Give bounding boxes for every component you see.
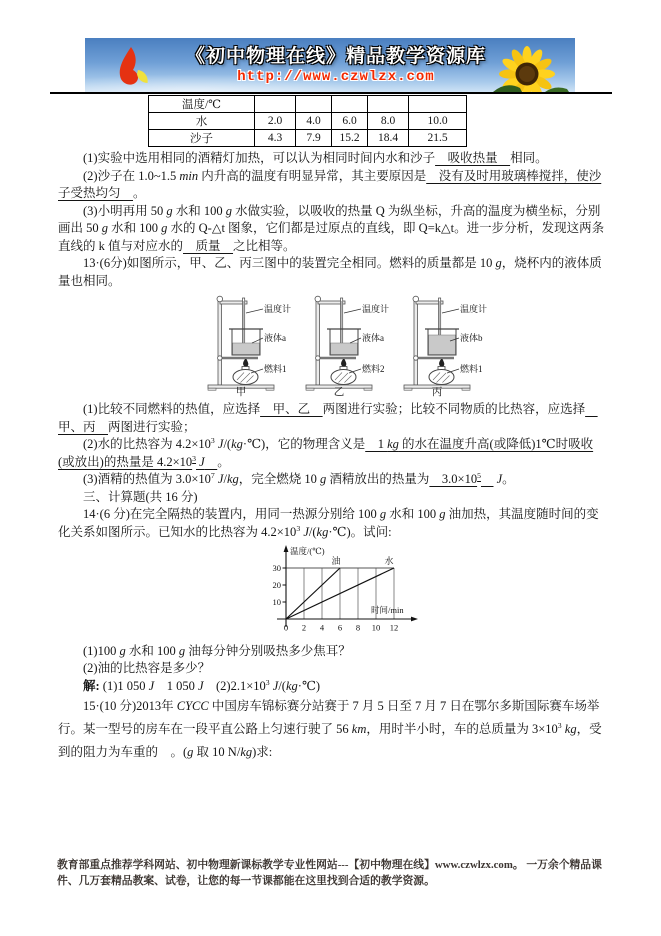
question-14-part2: (2)油的比热容是多少？ (83, 661, 211, 675)
table-cell (255, 96, 296, 113)
caption-label: 甲 (235, 387, 247, 397)
worksheet-body (58, 150, 606, 764)
table-cell: 15.2 (332, 130, 368, 147)
liquid-label: 液体b (460, 333, 483, 343)
table-cell (296, 96, 332, 113)
table-row (149, 96, 467, 113)
table-row (149, 130, 467, 147)
table-cell: 水 (149, 113, 255, 130)
fuel-label: 燃料2 (362, 364, 385, 374)
table-cell: 4.0 (296, 113, 332, 130)
apparatus-diagrams (206, 293, 494, 397)
question-12-part1: (1)实验中选用相同的酒精灯加热，可以认为相同时间内水和沙子 吸收热量 相同。 (83, 151, 548, 165)
liquid-label: 液体a (264, 333, 286, 343)
question-14-stem: 14·(6 分)在完全隔热的装置内，用同一热源分别给 100 g 水和 100 g 油加热，其温度随时间的变化关系如图所示。已知水的比热容为 $4.2\times 10^3$ J/(kg·℃)。试问: (58, 507, 599, 539)
table-cell (368, 96, 409, 113)
table-row (149, 113, 467, 130)
fuel-label: 燃料1 (460, 364, 483, 374)
question-13-part2: (2)水的比热容为 $4.2\times 10^3$ J/(kg·℃)，它的物理含义是 1 kg 的水在温度升高(或降低)1℃时吸收(或放出)的热量是 $4.2\times 10^3$ J 。 (58, 435, 594, 469)
oil-series-label: 油 (331, 556, 341, 566)
apparatus-jia-diagram (206, 293, 298, 397)
table-cell: 7.9 (296, 130, 332, 147)
banner-title: 《初中物理在线》精品教学资源库 (185, 46, 486, 67)
thermometer-label: 温度计 (362, 304, 390, 314)
water-series-label: 水 (384, 556, 394, 566)
x-tick-label: 2 (301, 622, 307, 633)
fuel-label: 燃料1 (264, 364, 287, 374)
logo-flame-icon (111, 45, 151, 87)
x-axis-label: 时间/min (371, 605, 404, 615)
table-cell: 10.0 (409, 113, 467, 130)
section-3-heading: 三、计算题(共 16 分) (83, 489, 198, 504)
banner-url: http://www.czwlzx.com (237, 69, 435, 85)
x-tick-label: 10 (371, 622, 381, 633)
y-tick-label: 10 (272, 597, 281, 607)
line-chart (256, 543, 442, 637)
y-axis-label: 温度/(℃) (290, 546, 325, 556)
temperature-table (148, 95, 467, 147)
question-13-part3: (3)酒精的热值为 $3.0\times 10^7$ J/kg，完全燃烧 10 g 酒精放出的热量为 $3.0\times 10^5$ J。 (83, 470, 515, 486)
question-14-part1: (1)100 g 水和 100 g 油每分钟分别吸热多少焦耳？ (83, 643, 351, 658)
y-tick-label: 20 (272, 580, 281, 590)
table-cell: 沙子 (149, 130, 255, 147)
apparatus-yi-diagram (304, 293, 396, 397)
liquid-label: 液体a (362, 333, 384, 343)
table-cell (409, 96, 467, 113)
table-cell: 8.0 (368, 113, 409, 130)
apparatus-bing-diagram (402, 293, 494, 397)
footer-promo-text: 教育部重点推荐学科网站、初中物理新课标教学专业性网站---【初中物理在线】www.czwlzx.com。 一万余个精品课件、几万套精品教案、试卷，让您的每一节课都能在这里找到合适的教学资源。 (57, 859, 602, 887)
table-cell: 4.3 (255, 130, 296, 147)
caption-label: 丙 (431, 387, 443, 397)
table-cell: 2.0 (255, 113, 296, 130)
oil-series-line (286, 568, 340, 619)
question-12-part2: (2)沙子在 1.0~1.5 min 内升高的温度有明显异常，其主要原因是 没有及时用玻璃棒搅拌，使沙子受热均匀 。 (58, 168, 602, 200)
thermometer-label: 温度计 (460, 304, 488, 314)
table-cell (332, 96, 368, 113)
x-tick-label: 8 (355, 622, 361, 633)
question-12-part3: (3)小明再用 50 g 水和 100 g 水做实验，以吸收的热量 Q 为纵坐标，升高的温度为横坐标，分别画出 50 g 水和 100 g 水的 Q-△t 图象，它们都是过原点的直线，即 Q=k△t。进一步分析，发现这两条直线的 k 值与对应水的 质量 之比相等。 (58, 203, 605, 253)
x-tick-label: 12 (389, 622, 399, 633)
header-divider (50, 92, 612, 94)
table-cell: 21.5 (409, 130, 467, 147)
y-tick-label: 30 (272, 563, 281, 573)
temperature-time-graph (256, 543, 606, 643)
x-tick-label: 0 (283, 622, 289, 633)
question-13-part1: (1)比较不同燃料的热值，应选择 甲、乙 两图进行实验；比较不同物质的比热容，应选择 甲、丙 两图进行实验； (58, 402, 598, 434)
banner-text (181, 41, 491, 85)
question-13-stem: 13·(6分)如图所示，甲、乙、丙三图中的装置完全相同。燃料的质量都是 10 g，烧杯内的液体质量也相同。 (58, 256, 602, 288)
question-15-stem: 15·(10 分)2013年 CYCC 中国房车锦标赛分站赛于 7 月 5 日至 7 月 7 日在鄂尔多斯国际赛车场举行。某一型号的房车在一段平直公路上匀速行驶了 56 km，用时半小时，车的总质量为 $3\times 10^3$ kg，受到的阻力为车重的 。(g 取 10 N/kg)求: (58, 699, 602, 759)
table-cell: 6.0 (332, 113, 368, 130)
x-tick-label: 4 (319, 622, 325, 633)
thermometer-label: 温度计 (264, 304, 292, 314)
table-cell: 18.4 (368, 130, 409, 147)
caption-label: 乙 (333, 387, 345, 397)
question-14-answer: 解: (1)1 050 J 1 050 J $(2)2.1\times 10^3$ J/(kg·℃) (83, 677, 321, 693)
site-banner (85, 38, 575, 92)
table-cell: 温度/℃ (149, 96, 255, 113)
x-tick-label: 6 (337, 622, 343, 633)
sunflower-icon (493, 38, 575, 92)
